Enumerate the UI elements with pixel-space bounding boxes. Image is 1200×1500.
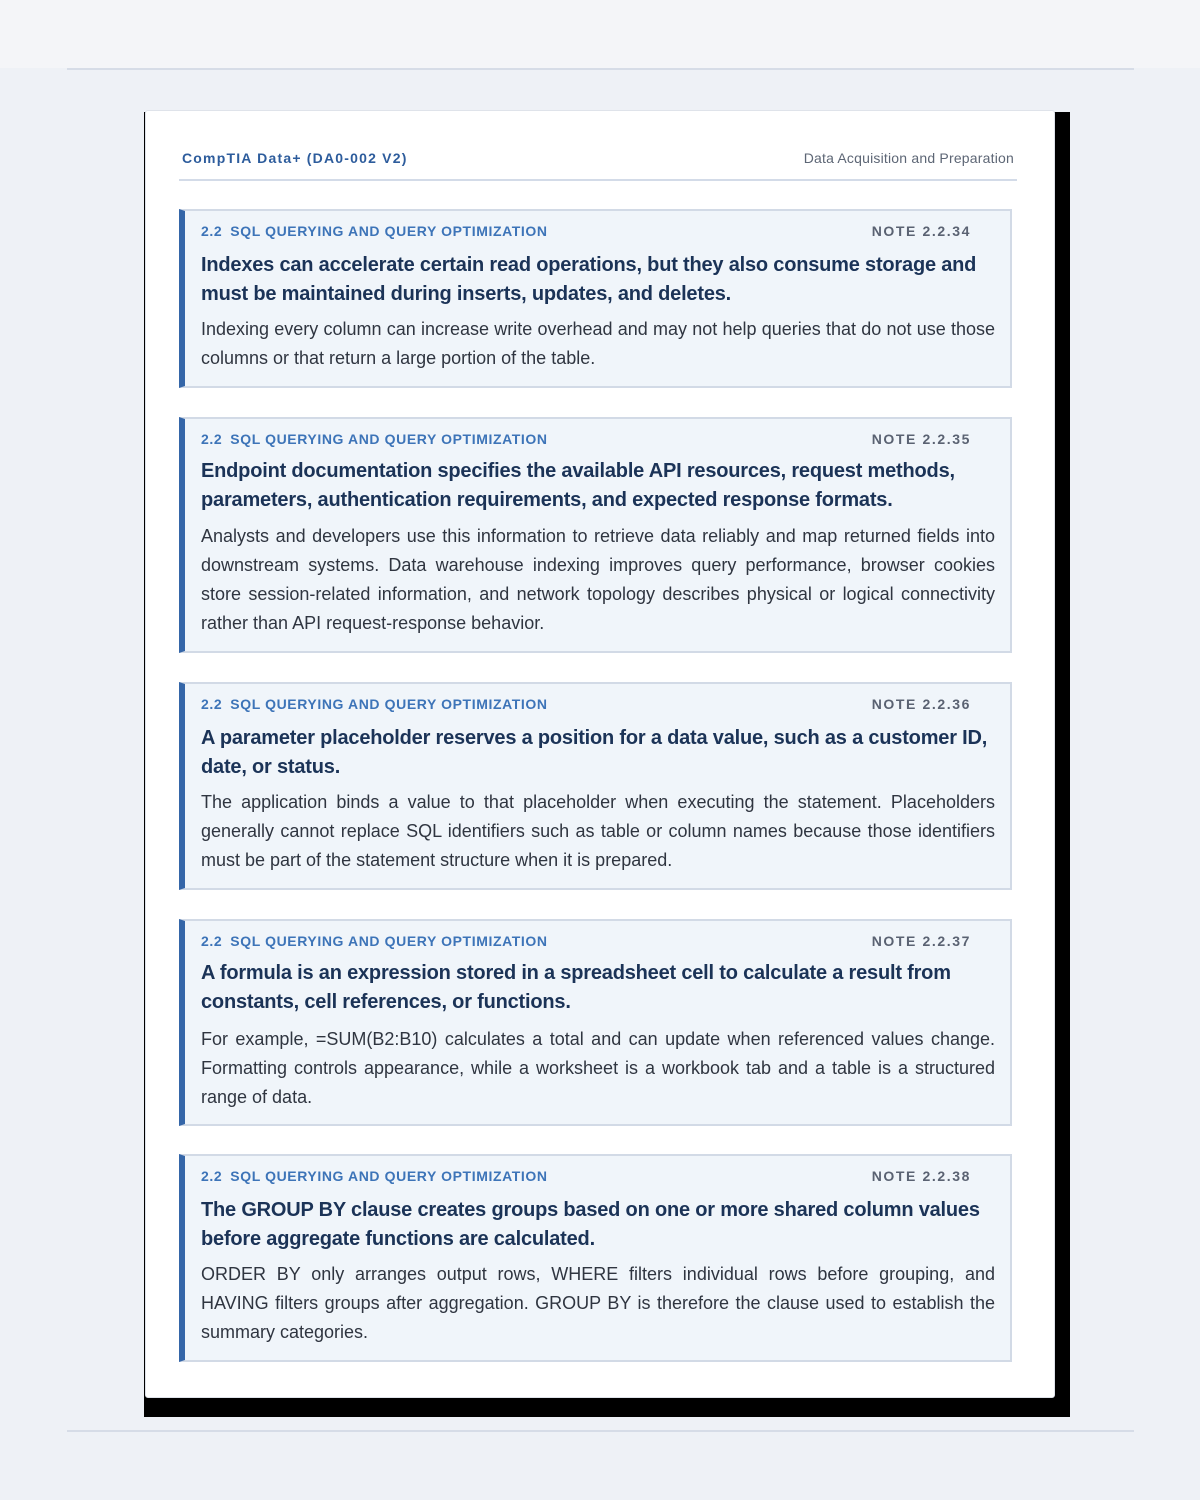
note-card bbox=[179, 1154, 1012, 1362]
note-body: The application binds a value to that placeholder when executing the statement. Placeholders generally cannot replace SQL identifiers such as table or column names because those identifiers must be part of the statement structure when it is prepared. bbox=[201, 792, 995, 870]
section-title: SQL QUERYING AND QUERY OPTIMIZATION bbox=[230, 223, 548, 239]
top-band bbox=[0, 0, 1200, 68]
section-number: 2.2 bbox=[201, 933, 223, 949]
section-title: SQL QUERYING AND QUERY OPTIMIZATION bbox=[230, 431, 548, 447]
note-meta bbox=[201, 223, 971, 239]
section-title: SQL QUERYING AND QUERY OPTIMIZATION bbox=[230, 696, 548, 712]
chapter-title: Data Acquisition and Preparation bbox=[803, 150, 1014, 166]
note-meta bbox=[201, 696, 971, 712]
section-number: 2.2 bbox=[201, 223, 223, 239]
top-divider bbox=[67, 68, 1134, 70]
note-body: For example, =SUM(B2:B10) calculates a total and can update when referenced values change. Formatting controls appearance, while a worksheet is a workbook tab and a table is a structured range of data. bbox=[201, 1029, 995, 1107]
document-title: CompTIA Data+ (DA0-002 V2) bbox=[182, 150, 408, 166]
section-title: SQL QUERYING AND QUERY OPTIMIZATION bbox=[230, 1168, 548, 1184]
page-header bbox=[179, 147, 1017, 181]
section-number: 2.2 bbox=[201, 431, 223, 447]
note-headline: The GROUP BY clause creates groups based on one or more shared column values before aggregate functions are calculated. bbox=[201, 1199, 980, 1250]
note-card bbox=[179, 417, 1012, 653]
document-page bbox=[145, 110, 1055, 1398]
note-id: NOTE 2.2.34 bbox=[871, 223, 971, 239]
section-number: 2.2 bbox=[201, 696, 223, 712]
note-meta bbox=[201, 1168, 971, 1184]
note-headline: A formula is an expression stored in a spreadsheet cell to calculate a result from constants, cell references, or functions. bbox=[201, 962, 951, 1013]
note-id: NOTE 2.2.38 bbox=[871, 1168, 971, 1184]
note-body: Analysts and developers use this information to retrieve data reliably and map returned fields into downstream systems. Data warehouse indexing improves query performance, browser cookies store session-related information, and network topology describes physical or logical connectivity rather than API request-response behavior. bbox=[201, 526, 995, 633]
note-body: ORDER BY only arranges output rows, WHERE filters individual rows before grouping, and HAVING filters groups after aggregation. GROUP BY is therefore the clause used to establish the summary categories. bbox=[201, 1264, 995, 1342]
note-headline: Endpoint documentation specifies the available API resources, request methods, parameters, authentication requirements, and expected response formats. bbox=[201, 460, 955, 511]
note-headline: Indexes can accelerate certain read operations, but they also consume storage and must be maintained during inserts, updates, and deletes. bbox=[201, 254, 977, 305]
note-id: NOTE 2.2.37 bbox=[871, 933, 971, 949]
note-headline: A parameter placeholder reserves a position for a data value, such as a customer ID, date, or status. bbox=[201, 727, 988, 778]
bottom-divider bbox=[67, 1430, 1134, 1432]
note-id: NOTE 2.2.36 bbox=[871, 696, 971, 712]
section-number: 2.2 bbox=[201, 1168, 223, 1184]
note-id: NOTE 2.2.35 bbox=[871, 431, 971, 447]
note-meta bbox=[201, 933, 971, 949]
note-card bbox=[179, 682, 1012, 890]
note-meta bbox=[201, 431, 971, 447]
note-card bbox=[179, 919, 1012, 1126]
section-title: SQL QUERYING AND QUERY OPTIMIZATION bbox=[230, 933, 548, 949]
note-card bbox=[179, 209, 1012, 388]
note-body: Indexing every column can increase write overhead and may not help queries that do not use those columns or that return a large portion of the table. bbox=[201, 319, 995, 368]
